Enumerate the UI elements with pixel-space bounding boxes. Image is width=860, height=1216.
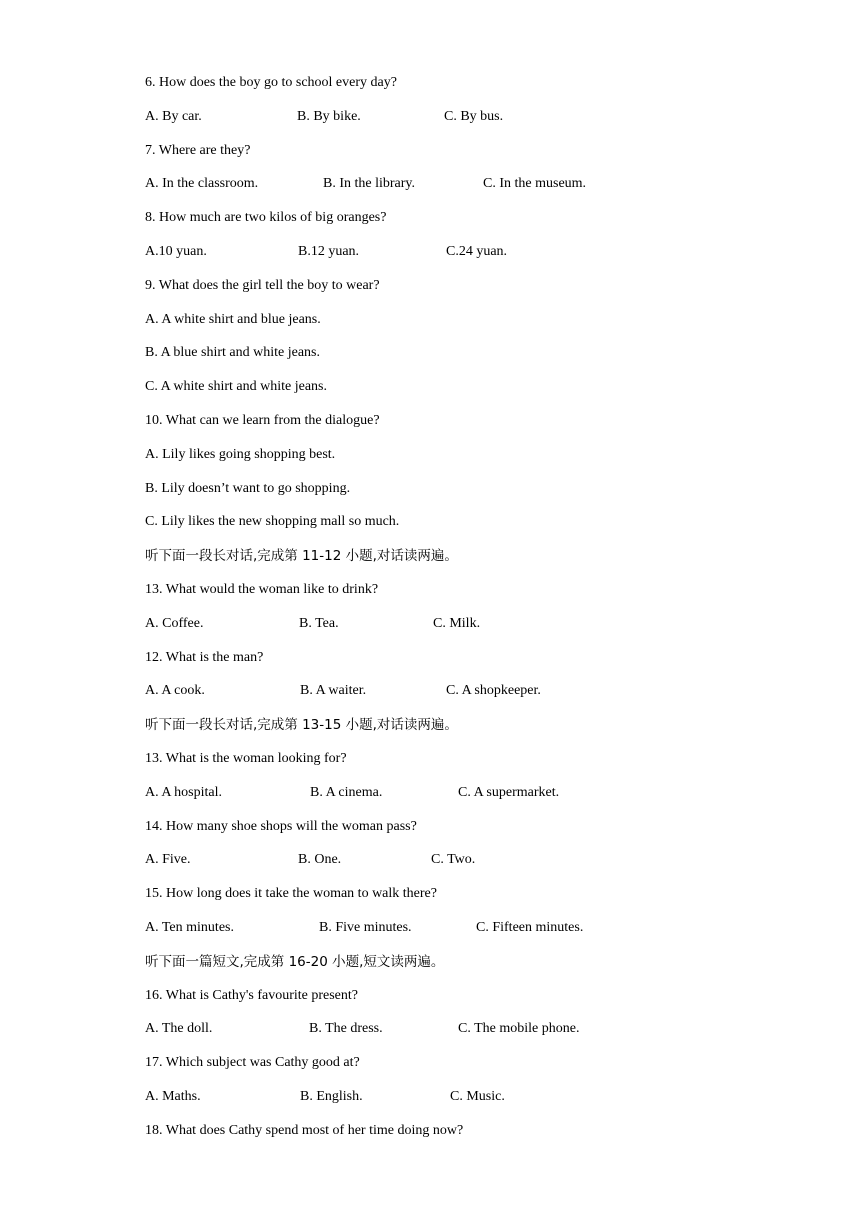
option-c: C. By bus.	[444, 109, 504, 124]
option-b: B. Tea.	[299, 616, 339, 631]
question-16: 16. What is Cathy's favourite present?	[145, 988, 358, 1003]
option-a: A. In the classroom.	[145, 176, 259, 191]
option-b: B. English.	[300, 1089, 363, 1104]
option-c: C. In the museum.	[483, 176, 587, 191]
option-c: C. Two.	[431, 852, 476, 867]
question-6: 6. How does the boy go to school every day?	[145, 75, 397, 90]
question-14: 14. How many shoe shops will the woman pass?	[145, 819, 417, 834]
option-c: C. The mobile phone.	[458, 1021, 580, 1036]
question-8: 8. How much are two kilos of big oranges?	[145, 210, 387, 225]
option-c: C. A supermarket.	[458, 785, 560, 800]
option-b: B.12 yuan.	[298, 244, 360, 259]
question-17: 17. Which subject was Cathy good at?	[145, 1055, 360, 1070]
question-15: 15. How long does it take the woman to walk there?	[145, 886, 437, 901]
option-a: A. Ten minutes.	[145, 920, 234, 935]
option-a: A. A cook.	[145, 683, 205, 698]
question-7: 7. Where are they?	[145, 143, 251, 158]
question-11: 13. What would the woman like to drink?	[145, 582, 379, 597]
option-a: A.10 yuan.	[145, 244, 207, 259]
option-c: C. Fifteen minutes.	[476, 920, 584, 935]
option-a: A. By car.	[145, 109, 202, 124]
option-a: A. Coffee.	[145, 616, 204, 631]
question-10: 10. What can we learn from the dialogue?	[145, 413, 380, 428]
option-a: A. Five.	[145, 852, 191, 867]
option-b: B. A waiter.	[300, 683, 367, 698]
question-9: 9. What does the girl tell the boy to wear?	[145, 278, 380, 293]
section-instruction-3: 听下面一篇短文,完成第 16-20 小题,短文读两遍。	[145, 954, 445, 970]
option-c: C. Milk.	[433, 616, 481, 631]
question-9-option-a: A. A white shirt and blue jeans.	[145, 312, 321, 327]
question-9-option-b: B. A blue shirt and white jeans.	[145, 345, 320, 360]
option-c: C. A shopkeeper.	[446, 683, 541, 698]
option-c: C. Music.	[450, 1089, 505, 1104]
question-10-option-c: C. Lily likes the new shopping mall so much.	[145, 514, 400, 529]
option-b: B. The dress.	[309, 1021, 383, 1036]
option-b: B. By bike.	[297, 109, 361, 124]
question-10-option-a: A. Lily likes going shopping best.	[145, 447, 336, 462]
option-a: A. Maths.	[145, 1089, 201, 1104]
option-b: B. Five minutes.	[319, 920, 412, 935]
option-a: A. A hospital.	[145, 785, 223, 800]
question-9-option-c: C. A white shirt and white jeans.	[145, 379, 327, 394]
section-instruction-1: 听下面一段长对话,完成第 11-12 小题,对话读两遍。	[145, 548, 458, 564]
option-b: B. In the library.	[323, 176, 416, 191]
question-12: 12. What is the man?	[145, 650, 264, 665]
question-13: 13. What is the woman looking for?	[145, 751, 347, 766]
option-b: B. One.	[298, 852, 342, 867]
question-18: 18. What does Cathy spend most of her time doing now?	[145, 1123, 464, 1138]
question-10-option-b: B. Lily doesn’t want to go shopping.	[145, 481, 351, 496]
section-instruction-2: 听下面一段长对话,完成第 13-15 小题,对话读两遍。	[145, 717, 458, 733]
option-c: C.24 yuan.	[446, 244, 508, 259]
option-b: B. A cinema.	[310, 785, 383, 800]
option-a: A. The doll.	[145, 1021, 213, 1036]
